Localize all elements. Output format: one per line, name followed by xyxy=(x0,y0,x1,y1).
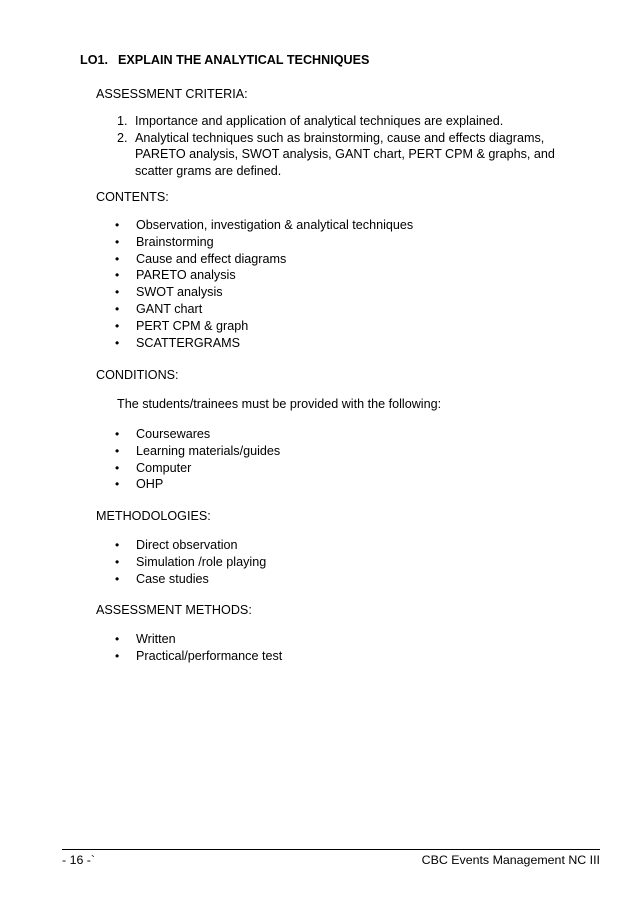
list-item xyxy=(115,217,413,234)
bullet-icon: • xyxy=(115,251,120,266)
list-item-text: Observation, investigation & analytical techniques xyxy=(136,218,414,232)
bullet-icon: • xyxy=(115,443,120,458)
page-number: - 16 -` xyxy=(62,853,96,867)
heading-title: EXPLAIN THE ANALYTICAL TECHNIQUES xyxy=(118,53,370,67)
list-item-text: SCATTERGRAMS xyxy=(136,335,241,350)
contents-title: CONTENTS: xyxy=(96,190,169,204)
list-item-text: OHP xyxy=(136,477,164,492)
criteria-text: Analytical techniques such as brainstorming, cause and effects diagrams, PARETO analysis, SWOT analysis, GANT chart, PERT CPM & graphs, and scatter grams are defined. xyxy=(135,130,555,178)
list-item-text: PARETO analysis xyxy=(136,268,236,283)
list-item xyxy=(115,335,413,352)
list-item xyxy=(115,648,282,665)
criteria-text: Importance and application of analytical techniques are explained. xyxy=(135,114,504,128)
list-item-text: Simulation /role playing xyxy=(136,554,267,569)
list-item xyxy=(115,476,280,493)
list-item xyxy=(115,234,413,251)
bullet-icon: • xyxy=(115,301,120,316)
bullet-icon: • xyxy=(115,477,120,492)
list-item xyxy=(115,251,413,268)
list-item xyxy=(115,318,413,335)
list-item-text: SWOT analysis xyxy=(136,285,223,300)
bullet-icon: • xyxy=(115,554,120,569)
list-item xyxy=(115,537,266,554)
list-item xyxy=(115,631,282,648)
bullet-icon: • xyxy=(115,460,120,475)
bullet-icon: • xyxy=(115,538,120,552)
list-item xyxy=(115,426,280,443)
conditions-title: CONDITIONS: xyxy=(96,368,179,382)
heading-number: LO1. xyxy=(80,53,108,67)
bullet-icon: • xyxy=(115,571,120,586)
list-item xyxy=(115,571,266,588)
list-item-text: Case studies xyxy=(136,571,209,586)
conditions-list xyxy=(115,426,280,493)
list-item xyxy=(115,301,413,318)
criteria-item xyxy=(117,130,587,180)
criteria-item xyxy=(117,113,587,130)
list-item-text: Written xyxy=(136,632,176,646)
bullet-icon: • xyxy=(115,335,120,350)
criteria-number: 2. xyxy=(117,130,128,145)
methodologies-title: METHODOLOGIES: xyxy=(96,509,211,523)
list-item xyxy=(115,267,413,284)
bullet-icon: • xyxy=(115,427,120,441)
list-item-text: Coursewares xyxy=(136,427,211,441)
assessment-criteria-title: ASSESSMENT CRITERIA: xyxy=(96,87,248,101)
bullet-icon: • xyxy=(115,648,120,663)
list-item-text: Learning materials/guides xyxy=(136,443,281,458)
bullet-icon: • xyxy=(115,268,120,283)
list-item-text: PERT CPM & graph xyxy=(136,318,249,333)
list-item xyxy=(115,554,266,571)
assessment-methods-list xyxy=(115,631,282,665)
bullet-icon: • xyxy=(115,218,120,232)
list-item-text: Brainstorming xyxy=(136,234,214,249)
bullet-icon: • xyxy=(115,632,120,646)
bullet-icon: • xyxy=(115,234,120,249)
criteria-number: 1. xyxy=(117,114,128,128)
document-title-footer: CBC Events Management NC III xyxy=(421,853,600,867)
assessment-criteria-list xyxy=(117,113,587,179)
bullet-icon: • xyxy=(115,285,120,300)
list-item xyxy=(115,443,280,460)
list-item-text: GANT chart xyxy=(136,301,203,316)
conditions-intro: The students/trainees must be provided with the following: xyxy=(117,397,442,411)
footer-divider xyxy=(62,849,600,850)
list-item-text: Practical/performance test xyxy=(136,648,283,663)
assessment-methods-title: ASSESSMENT METHODS: xyxy=(96,603,252,617)
contents-list xyxy=(115,217,413,351)
bullet-icon: • xyxy=(115,318,120,333)
methodologies-list xyxy=(115,537,266,587)
list-item-text: Direct observation xyxy=(136,538,238,552)
list-item xyxy=(115,460,280,477)
list-item xyxy=(115,284,413,301)
list-item-text: Cause and effect diagrams xyxy=(136,251,287,266)
section-heading xyxy=(80,53,369,67)
list-item-text: Computer xyxy=(136,460,192,475)
